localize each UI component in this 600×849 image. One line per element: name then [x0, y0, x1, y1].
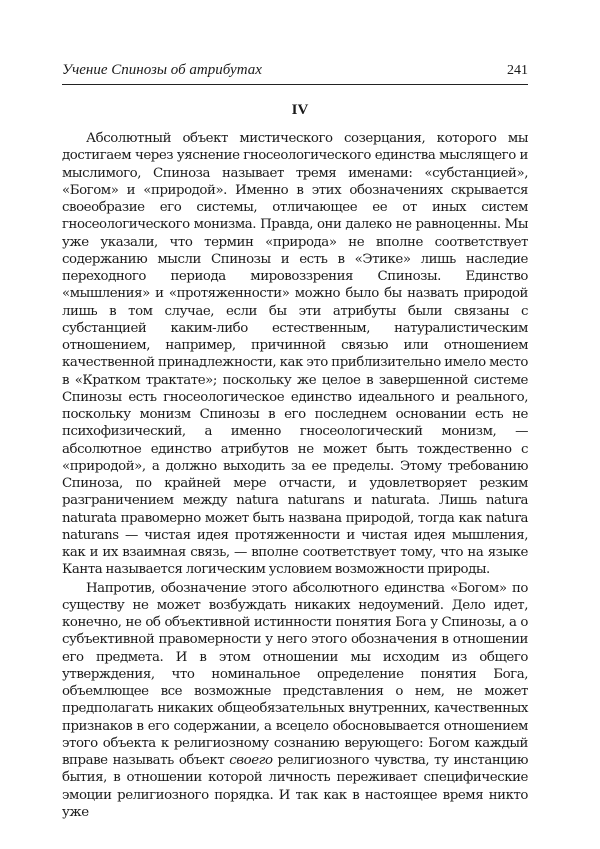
- running-title: Учение Спинозы об атрибутах: [62, 62, 262, 78]
- paragraph-2-end: религиозного чувства, ту инстанцию бытия, в отношении которой личность переживает специфические эмоции религиозного порядка. И так как в настоящее время никто уже: [62, 753, 529, 820]
- paragraph-2-start: Напротив, обозначение этого абсолютного единства «Богом» по существу не может возбуждать никаких недоумений. Дело идет, конечно, не об объективной истинности понятия Бога у Спинозы, а о субъективной правомерности у него этого обозначения в отношении его предмета. И в этом отношении мы исходим из общего утверждения, что номинальное определение понятия Бога, объемлющее все возможные представления о нем, не может предполагать никаких общеобязательных внутренних, качественных признаков в его содержании, а всецело обосновывается отношением этого объекта к религиозному сознанию верующего: Богом каждый вправе называть объект: [62, 580, 528, 768]
- section-heading: IV: [291, 102, 309, 118]
- running-head: [62, 62, 528, 85]
- body-text: [62, 130, 528, 821]
- paragraph-2-emphasis: своего: [229, 753, 273, 768]
- paragraph-1: Абсолютный объект мистического созерцания, которого мы достигаем через уяснение гносеологического единства мыслящего и мыслимого, Спиноза называет тремя именами: «субстанцией», «Богом» и «природой». Именно в этих обозначениях скрывается своеобразие его системы, отличающее ее от иных систем гносеологического монизма. Правда, они далеко не равноценны. Мы уже указали, что термин «природа» не вполне соответствует содержанию мысли Спинозы и есть в «Этике» лишь наследие переходного периода мировоззрения Спинозы. Единство «мышления» и «протяженности» можно было бы назвать природой лишь в том случае, если бы эти атрибуты были связаны с субстанцией каким-либо естественным, натуралистическим отношением, например, причинной связью или отношением качественной принадлежности, как это приблизительно имело место в «Кратком трактате»; поскольку же целое в завершенной системе Спинозы есть гносеологическое единство идеального и реального, поскольку монизм Спинозы в его последнем основании есть не психофизический, а именно гносеологический монизм, — абсолютное единство атрибутов не может быть тождественно с «природой», а должно выходить за ее пределы. Этому требованию Спиноза, по крайней мере отчасти, и удовлетворяет резким разграничением между natura naturans и naturata. Лишь natura naturata правомерно может быть названа природой, тогда как natura naturans — чистая идея протяженности и чистая идея мышления, как и их взаимная связь, — вполне соответствует тому, что на языке Канта называется логическим условием возможности природы.: [62, 131, 528, 578]
- paragraph-2: [62, 580, 528, 822]
- page-number: 241: [507, 63, 528, 78]
